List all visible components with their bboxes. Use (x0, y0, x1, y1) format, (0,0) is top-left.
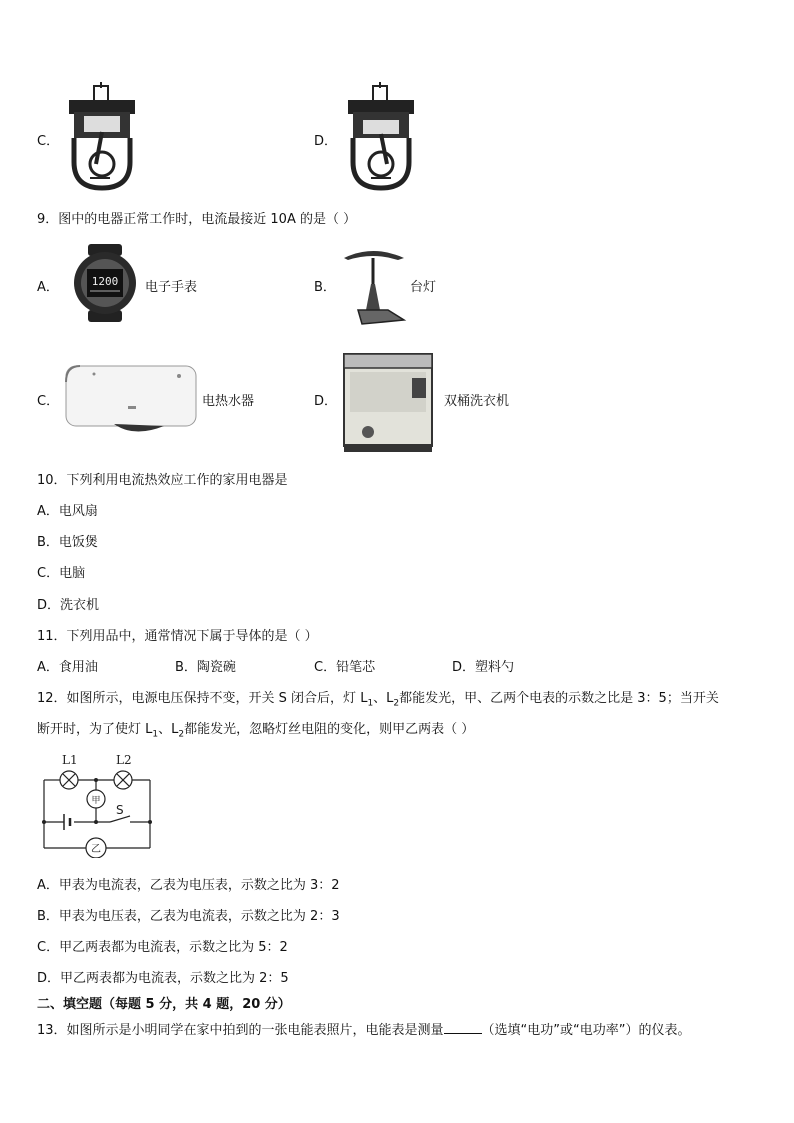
q9-option-a-text: 电子手表 (145, 280, 198, 295)
q11-option-c: C．铅笔芯 (314, 660, 376, 675)
twin-tub-washing-machine-image (340, 348, 436, 454)
q9-option-d-text: 双桶洗衣机 (444, 394, 510, 409)
meter-yi-label: 乙 (91, 844, 101, 855)
q12-stem-line2: 断开时，为了使灯 $L_1$、$L_2$都能发光，忽略灯丝电阻的变化，则甲乙两表（ ） (37, 722, 475, 740)
q12-option-c: C．甲乙两表都为电流表，示数之比为 5：2 (37, 940, 288, 955)
q8-option-d-label: D． (314, 134, 338, 149)
q11-option-a: A．食用油 (37, 660, 98, 675)
meter-jia-label: 甲 (91, 796, 101, 806)
q10-stem: 10．下列利用电流热效应工作的家用电器是 (37, 473, 288, 488)
q9-stem: 9．图中的电器正常工作时，电流最接近 10A 的是（ ） (37, 212, 357, 227)
engine-diagram-c (64, 82, 140, 192)
q11-option-d: D．塑料勺 (452, 660, 515, 675)
electric-water-heater-image (64, 362, 198, 438)
q9-option-b-label: B． (314, 280, 336, 295)
q9-option-c-text: 电热水器 (202, 394, 255, 409)
q12-option-d: D．甲乙两表都为电流表，示数之比为 2：5 (37, 971, 289, 986)
q12-option-b: B．甲表为电压表，乙表为电流表，示数之比为 2：3 (37, 909, 340, 924)
q9-option-b-text: 台灯 (410, 280, 437, 295)
q11-stem: 11．下列用品中，通常情况下属于导体的是（ ） (37, 629, 318, 644)
q13-answer-blank[interactable] (444, 1021, 482, 1034)
lamp-l1-label: L1 (62, 753, 78, 767)
watch-display-text: 1200 (91, 275, 119, 288)
engine-diagram-d (343, 82, 419, 192)
q9-option-c-label: C． (37, 394, 60, 409)
circuit-diagram (38, 746, 156, 858)
q12-stem-line1: 12．如图所示，电源电压保持不变，开关 S 闭合后，灯 $L_1$、$L_2$都能发光，甲、乙两个电表的示数之比是 3：5；当开关 (37, 691, 719, 709)
q10-option-b: B．电饭煲 (37, 535, 98, 550)
q10-option-d: D．洗衣机 (37, 598, 100, 613)
lamp-l2-label: L2 (116, 753, 132, 767)
digital-watch-image (70, 244, 140, 322)
q8-option-c-label: C． (37, 134, 60, 149)
q10-option-a: A．电风扇 (37, 504, 98, 519)
section-2-heading: 二、填空题（每题 5 分，共 4 题，20 分） (37, 997, 291, 1012)
q9-option-a-label: A． (37, 280, 59, 295)
q11-option-b: B．陶瓷碗 (175, 660, 236, 675)
q10-option-c: C．电脑 (37, 566, 86, 581)
q13-stem: 13．如图所示是小明同学在家中拍到的一张电能表照片，电能表是测量 （选填“电功”或“电功率”）的仪表。 (37, 1023, 691, 1038)
switch-s-label: S (116, 803, 124, 817)
desk-lamp-image (338, 244, 408, 326)
q9-option-d-label: D． (314, 394, 338, 409)
q12-option-a: A．甲表为电流表，乙表为电压表，示数之比为 3：2 (37, 878, 340, 893)
